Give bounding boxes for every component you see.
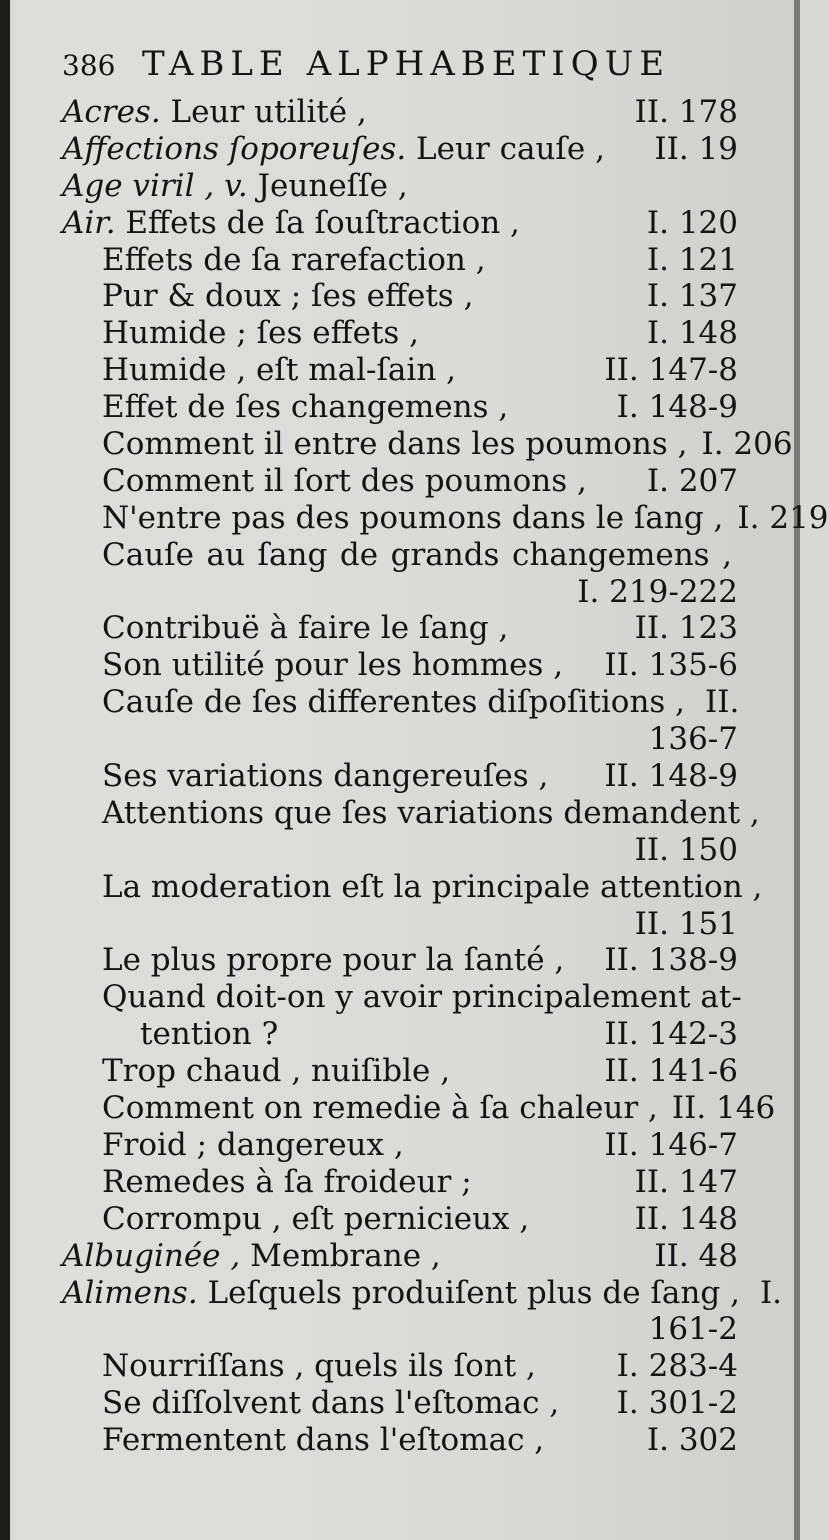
entry-description: Leſquels produiſent plus de ſang , <box>197 1274 740 1311</box>
entry-reference: II. 148-9 <box>604 758 738 795</box>
entry-headword: Alimens. <box>62 1274 198 1311</box>
entry-description: Attentions que ſes variations demandent , <box>102 794 760 831</box>
index-line <box>62 315 738 352</box>
entry-text <box>102 389 508 426</box>
index-line <box>62 352 738 389</box>
entry-text <box>102 1164 472 1201</box>
entry-headword: Air. <box>62 204 116 241</box>
entry-text <box>102 315 419 352</box>
index-line <box>62 574 738 611</box>
entry-text <box>102 1090 658 1127</box>
entry-text <box>62 1275 740 1312</box>
index-line <box>62 499 829 537</box>
entry-reference: II. 150 <box>634 831 738 868</box>
index-line <box>62 1016 738 1053</box>
page-number: 386 <box>62 49 116 82</box>
index-line <box>62 610 738 647</box>
entry-text <box>102 1422 544 1459</box>
entry-reference: II. 135-6 <box>604 647 738 684</box>
entry-reference: 161-2 <box>648 1311 738 1348</box>
entry-reference: II. 146-7 <box>604 1126 738 1163</box>
entry-reference: II. 147-8 <box>604 352 738 389</box>
entry-text <box>62 94 367 131</box>
entry-text <box>102 463 587 500</box>
index-line <box>62 168 738 205</box>
entry-description: Cauſe de ſes differentes diſpoſitions , <box>102 684 686 721</box>
index-line <box>62 1127 738 1164</box>
index-line <box>62 979 742 1016</box>
index-line <box>62 463 738 500</box>
index-line <box>62 647 738 684</box>
entry-text <box>102 979 742 1016</box>
entry-reference: II. 48 <box>654 1237 738 1274</box>
entry-text <box>102 795 760 832</box>
entry-text <box>102 610 508 647</box>
index-line <box>62 278 738 315</box>
entry-description: Leur utilité , <box>160 94 367 130</box>
entry-text <box>62 1238 441 1275</box>
entry-description: Jeuneſſe , <box>247 167 408 204</box>
entry-reference: II. 147 <box>634 1163 738 1200</box>
entry-text <box>102 942 564 979</box>
entry-text <box>140 1016 278 1053</box>
entry-description: Cauſe au ſang de grands changemens , <box>102 536 732 573</box>
index-line <box>62 1238 738 1275</box>
entry-reference: II. 148 <box>634 1200 738 1237</box>
index-line <box>62 942 738 979</box>
entry-reference: II. 142-3 <box>604 1016 738 1053</box>
page-header <box>62 44 738 94</box>
index-line <box>62 868 763 906</box>
entry-text <box>102 242 486 279</box>
entry-description: Quand doit-on y avoir principalement at- <box>102 979 742 1016</box>
entry-description: Contribuë à faire le ſang , <box>102 610 509 647</box>
index-line <box>62 684 738 721</box>
entry-reference: I. 137 <box>646 278 738 315</box>
page-left-edge <box>0 0 10 1540</box>
entry-text <box>102 426 687 463</box>
entry-description: Humide , eſt mal-ſain , <box>102 352 457 389</box>
entry-description: tention ? <box>140 1016 279 1053</box>
entry-description: Froid ; dangereux , <box>102 1126 404 1163</box>
entry-reference: I. 283-4 <box>616 1348 738 1385</box>
entry-description: Effets de ſa ſouſtraction , <box>115 204 520 241</box>
index-line <box>62 1311 738 1348</box>
entry-text <box>102 758 548 795</box>
index-line <box>62 131 738 168</box>
entry-reference: II. 178 <box>634 94 738 130</box>
index-line <box>62 389 738 426</box>
entry-text <box>62 168 408 205</box>
entry-text <box>62 131 605 168</box>
entry-reference: I. 219 <box>737 499 829 536</box>
entry-description: Trop chaud , nuiſible , <box>102 1053 451 1090</box>
entry-description: Comment on remedie à ſa chaleur , <box>102 1090 658 1127</box>
index-line <box>62 906 738 943</box>
entry-reference: II. 19 <box>654 130 738 167</box>
entry-text <box>102 537 732 574</box>
entry-headword: Affections ſoporeuſes. <box>62 130 407 167</box>
entry-description: Humide ; ſes effets , <box>102 315 420 352</box>
index-line <box>62 537 738 574</box>
entry-reference: 136-7 <box>648 721 738 758</box>
entry-description: Remedes à ſa froideur ; <box>102 1163 472 1200</box>
index-entries <box>62 94 829 1459</box>
index-line <box>62 721 738 758</box>
entry-description: La moderation eſt la principale attention , <box>102 868 763 905</box>
index-line <box>62 205 738 242</box>
entry-description: Ses variations dangereuſes , <box>102 758 549 795</box>
entry-reference: I. 148 <box>646 315 738 352</box>
entry-reference: II. 146 <box>671 1090 776 1127</box>
entry-reference: II. 151 <box>634 905 738 942</box>
entry-reference: I. 148-9 <box>616 389 738 426</box>
entry-description: Comment il entre dans les poumons , <box>102 426 688 463</box>
entry-description: Membrane , <box>240 1237 441 1274</box>
running-title: TABLE ALPHABETIQUE <box>142 44 671 84</box>
entry-headword: Albuginée , <box>62 1237 241 1274</box>
entry-text <box>102 278 473 315</box>
index-line <box>62 242 738 279</box>
index-line <box>62 1053 738 1090</box>
entry-reference: II. <box>705 684 740 721</box>
entry-description: Corrompu , eſt pernicieux , <box>102 1200 530 1237</box>
index-line <box>62 1090 776 1127</box>
entry-reference: I. 219-222 <box>577 573 738 610</box>
entry-description: N'entre pas des poumons dans le ſang , <box>102 499 724 536</box>
entry-description: Nourriſſans , quels ils ſont , <box>102 1348 536 1385</box>
index-line <box>62 794 760 832</box>
entry-text <box>102 500 723 537</box>
entry-text <box>102 1053 450 1090</box>
entry-description: Effet de ſes changemens , <box>102 389 509 426</box>
index-line <box>62 832 738 869</box>
entry-reference: I. 120 <box>646 204 738 241</box>
entry-text <box>102 352 456 389</box>
index-line <box>62 1274 783 1312</box>
entry-description: Se diſſolvent dans l'eſtomac , <box>102 1385 560 1422</box>
entry-headword: Age viril , v. <box>62 167 248 204</box>
page-right-edge <box>794 0 800 1540</box>
index-line <box>62 758 738 795</box>
index-line <box>62 94 738 131</box>
index-line <box>62 426 793 463</box>
entry-description: Fermentent dans l'eſtomac , <box>102 1422 545 1459</box>
index-line <box>62 1348 738 1385</box>
entry-text <box>102 1201 529 1238</box>
entry-text <box>102 869 762 906</box>
entry-text <box>62 205 520 242</box>
entry-text <box>102 1385 559 1422</box>
entry-reference: I. 206 <box>701 426 793 463</box>
index-line <box>62 1164 738 1201</box>
index-line <box>62 1422 738 1459</box>
entry-text <box>102 647 563 684</box>
entry-text <box>102 1127 404 1164</box>
entry-reference: I. <box>759 1274 783 1311</box>
entry-reference: I. 207 <box>646 462 738 499</box>
entry-reference: I. 302 <box>646 1422 738 1459</box>
entry-reference: I. 301-2 <box>616 1385 738 1422</box>
entry-text <box>102 684 685 721</box>
entry-description: Le plus propre pour la ſanté , <box>102 942 565 979</box>
entry-description: Pur & doux ; ſes effets , <box>102 278 474 315</box>
entry-description: Son utilité pour les hommes , <box>102 647 564 684</box>
entry-text <box>102 1348 536 1385</box>
entry-headword: Acres. <box>62 94 161 130</box>
entry-reference: II. 141-6 <box>604 1053 738 1090</box>
entry-description: Leur cauſe , <box>406 130 605 167</box>
entry-description: Comment il ſort des poumons , <box>102 462 587 499</box>
index-line <box>62 1201 738 1238</box>
entry-reference: II. 123 <box>634 610 738 647</box>
entry-reference: II. 138-9 <box>604 942 738 979</box>
entry-reference: I. 121 <box>646 241 738 278</box>
index-line <box>62 1385 738 1422</box>
entry-description: Effets de ſa rarefaction , <box>102 241 486 278</box>
